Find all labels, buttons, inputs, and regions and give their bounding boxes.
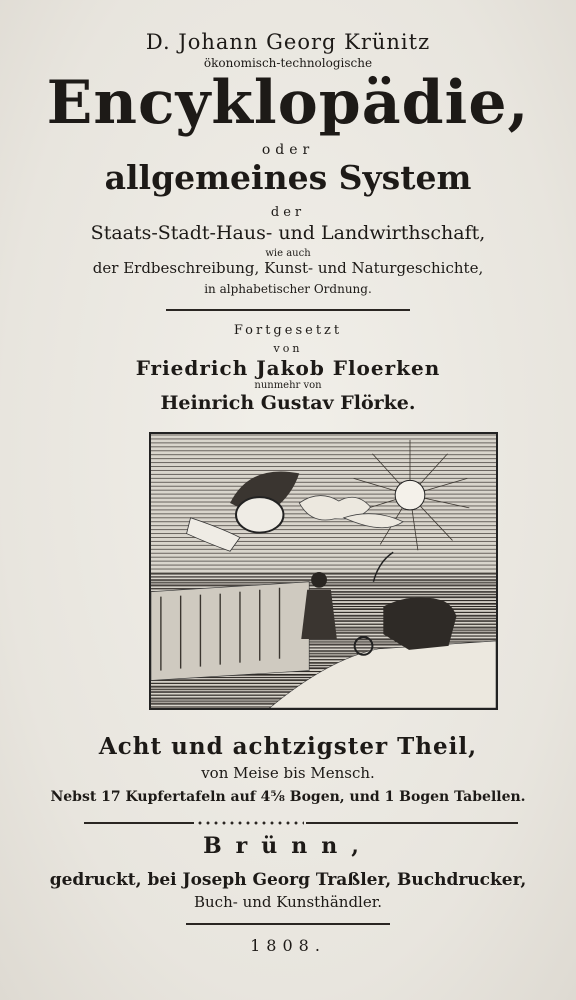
farmer-head (311, 572, 327, 588)
oder-line: oder (261, 142, 315, 158)
der-line: der (270, 205, 306, 220)
system-title: allgemeines System (104, 158, 472, 197)
range-line: von Meise bis Mensch. (201, 764, 375, 782)
printer-line: gedruckt, bei Joseph Georg Traßler, Buchdrucker, (49, 870, 527, 890)
continued-line: Fortgesetzt (233, 323, 343, 338)
secondary-line: der Erdbeschreibung, Kunst- und Naturgeschichte, (92, 259, 484, 277)
field-rows (151, 582, 309, 681)
divider-ornament (196, 821, 304, 825)
editor1-line: Friedrich Jakob Floerken (135, 356, 441, 380)
order-line: in alphabetischer Ordnung. (204, 282, 372, 296)
divider-rule-1 (166, 309, 410, 311)
von-line: von (273, 342, 303, 355)
year-line: 1808. (250, 936, 326, 955)
ploughing-engraving (149, 432, 498, 710)
emblem-shield (236, 497, 283, 532)
editor2-line: Heinrich Gustav Flörke. (160, 392, 416, 414)
main-title: Encyklopädie, (46, 68, 530, 138)
city-line: Brünn, (203, 833, 373, 859)
sun-icon (395, 480, 425, 510)
farmer (301, 590, 337, 639)
plates-line: Nebst 17 Kupfertafeln auf 4⅝ Bogen, und 1 Bogen Tabellen. (50, 789, 526, 805)
divider-rule-2a (84, 822, 194, 824)
divider-rule-2b (306, 822, 518, 824)
subtitle-line: ökonomisch-technologische (203, 56, 373, 70)
nunmehr-line: nunmehr von (254, 380, 322, 391)
wie-auch-line: wie auch (265, 248, 311, 259)
volume-line: Acht und achtzigster Theil, (98, 733, 478, 760)
divider-rule-3 (186, 923, 390, 925)
printer-role-line: Buch- und Kunsthändler. (193, 893, 383, 911)
engraving-illustration (151, 434, 496, 708)
author-line: D. Johann Georg Krünitz (145, 30, 431, 54)
subject-line: Staats-Stadt-Haus- und Landwirthschaft, (90, 222, 486, 244)
